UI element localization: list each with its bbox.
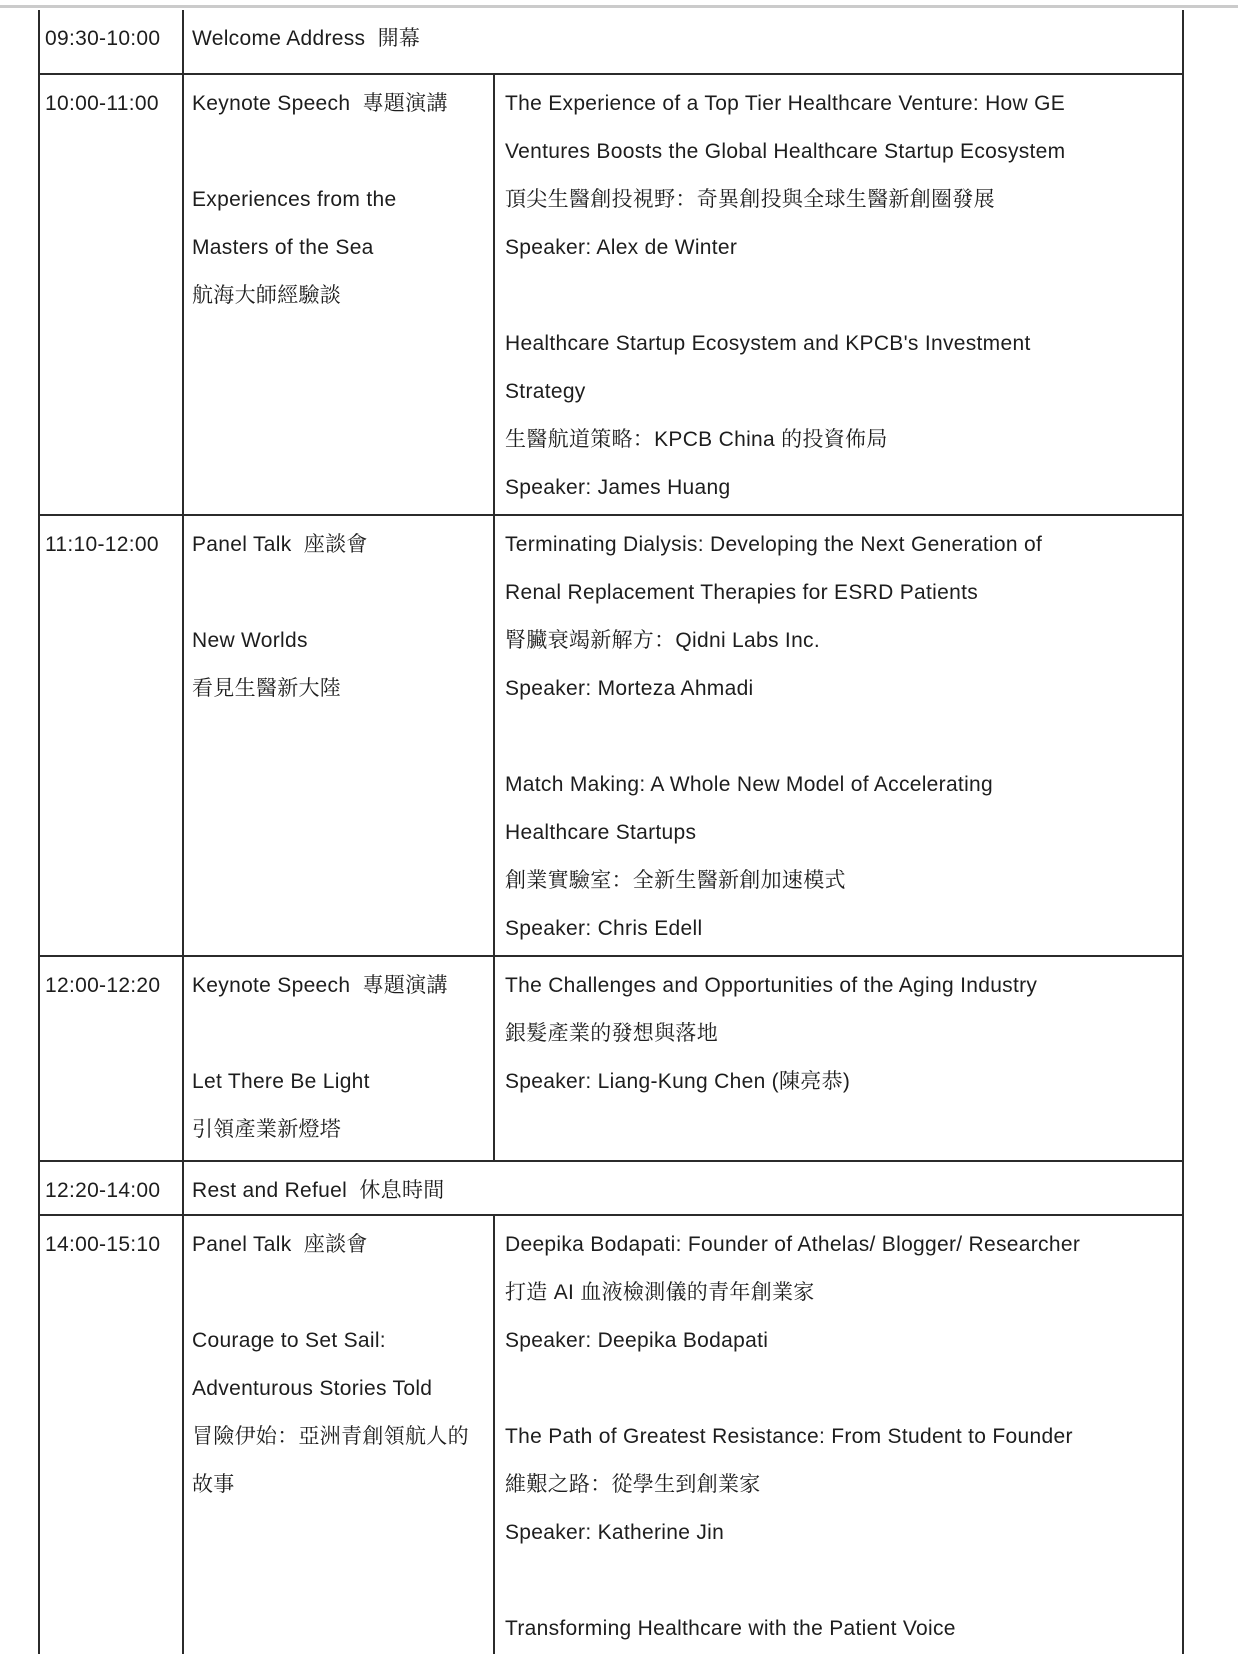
detail-line: 維艱之路：從學生到創業家 [505, 1473, 761, 1496]
session-line [192, 1269, 493, 1317]
session-line: Keynote Speech 專題演講 [192, 92, 448, 115]
time-text: 12:00-12:20 [45, 974, 161, 997]
detail-line: 腎臟衰竭新解方：Qidni Labs Inc. [505, 629, 820, 652]
detail-line: Speaker: Chris Edell [505, 917, 703, 940]
detail-line: 頂尖生醫創投視野：奇異創投與全球生醫新創圈發展 [505, 188, 995, 211]
detail-line: The Challenges and Opportunities of the Aging Industry [505, 974, 1038, 997]
detail-line: 生醫航道策略：KPCB China 的投資佈局 [505, 428, 888, 451]
detail-line: Speaker: Alex de Winter [505, 236, 738, 259]
detail-line: Deepika Bodapati: Founder of Athelas/ Blogger/ Researcher [505, 1233, 1081, 1256]
session-line: Masters of the Sea [192, 236, 374, 259]
session-line: Keynote Speech 專題演講 [192, 974, 448, 997]
detail-line: Ventures Boosts the Global Healthcare Startup Ecosystem [505, 140, 1066, 163]
detail-cell [495, 957, 1182, 1160]
session-line: Panel Talk 座談會 [192, 1233, 368, 1256]
detail-line: Strategy [505, 380, 586, 403]
detail-line: Speaker: Liang-Kung Chen (陳亮恭) [505, 1070, 851, 1093]
session-line [192, 128, 493, 176]
detail-line: 打造 AI 血液檢測儀的青年創業家 [505, 1281, 815, 1304]
session-cell [184, 1216, 495, 1654]
session-line: New Worlds [192, 629, 308, 652]
schedule-table [38, 10, 1184, 1654]
detail-line: The Experience of a Top Tier Healthcare Venture: How GE [505, 92, 1066, 115]
session-line: Adventurous Stories Told [192, 1377, 433, 1400]
session-title: Welcome Address 開幕 [192, 27, 421, 50]
detail-line: Speaker: Morteza Ahmadi [505, 677, 754, 700]
detail-line: Healthcare Startups [505, 821, 697, 844]
session-cell [184, 10, 1182, 73]
session-line: Courage to Set Sail: [192, 1329, 386, 1352]
time-cell [40, 10, 184, 73]
detail-line: Match Making: A Whole New Model of Accelerating [505, 773, 993, 796]
detail-line: 創業實驗室：全新生醫新創加速模式 [505, 869, 846, 892]
schedule-row [40, 1216, 1182, 1654]
page-top-divider [0, 5, 1238, 8]
detail-line: Speaker: Katherine Jin [505, 1521, 725, 1544]
detail-cell [495, 1216, 1182, 1654]
schedule-row [40, 1162, 1182, 1216]
session-line: 引領產業新燈塔 [192, 1118, 342, 1141]
detail-line: The Path of Greatest Resistance: From Student to Founder [505, 1425, 1073, 1448]
detail-line [505, 1365, 1182, 1413]
session-line: Panel Talk 座談會 [192, 533, 368, 556]
detail-line [505, 272, 1182, 320]
detail-line: Renal Replacement Therapies for ESRD Patients [505, 581, 979, 604]
time-text: 09:30-10:00 [45, 27, 161, 50]
time-text: 12:20-14:00 [45, 1179, 161, 1202]
session-line: 航海大師經驗談 [192, 284, 342, 307]
time-text: 10:00-11:00 [45, 92, 159, 115]
session-line: 故事 [192, 1473, 235, 1496]
session-line: Experiences from the [192, 188, 397, 211]
time-cell [40, 1216, 184, 1654]
detail-line: 銀髮產業的發想與落地 [505, 1022, 718, 1045]
schedule-row [40, 516, 1182, 957]
time-cell [40, 1162, 184, 1214]
detail-line: Healthcare Startup Ecosystem and KPCB's Investment [505, 332, 1031, 355]
schedule-row [40, 957, 1182, 1162]
detail-line: Terminating Dialysis: Developing the Next Generation of [505, 533, 1043, 556]
detail-line [505, 713, 1182, 761]
session-line [192, 1010, 493, 1058]
session-cell [184, 516, 495, 955]
detail-line: Speaker: Deepika Bodapati [505, 1329, 769, 1352]
session-cell [184, 75, 495, 514]
session-line: Let There Be Light [192, 1070, 370, 1093]
session-line: 冒險伊始：亞洲青創領航人的 [192, 1425, 469, 1448]
time-cell [40, 957, 184, 1160]
detail-line [505, 1557, 1182, 1605]
detail-line: Speaker: James Huang [505, 476, 731, 499]
time-text: 14:00-15:10 [45, 1233, 161, 1256]
detail-cell [495, 516, 1182, 955]
session-line [192, 569, 493, 617]
time-text: 11:10-12:00 [45, 533, 159, 556]
detail-cell [495, 75, 1182, 514]
schedule-row [40, 75, 1182, 516]
time-cell [40, 516, 184, 955]
session-cell [184, 957, 495, 1160]
detail-line: Transforming Healthcare with the Patient Voice [505, 1617, 956, 1640]
session-title: Rest and Refuel 休息時間 [192, 1179, 445, 1202]
session-cell [184, 1162, 1182, 1214]
schedule-row [40, 10, 1182, 75]
time-cell [40, 75, 184, 514]
session-line: 看見生醫新大陸 [192, 677, 342, 700]
